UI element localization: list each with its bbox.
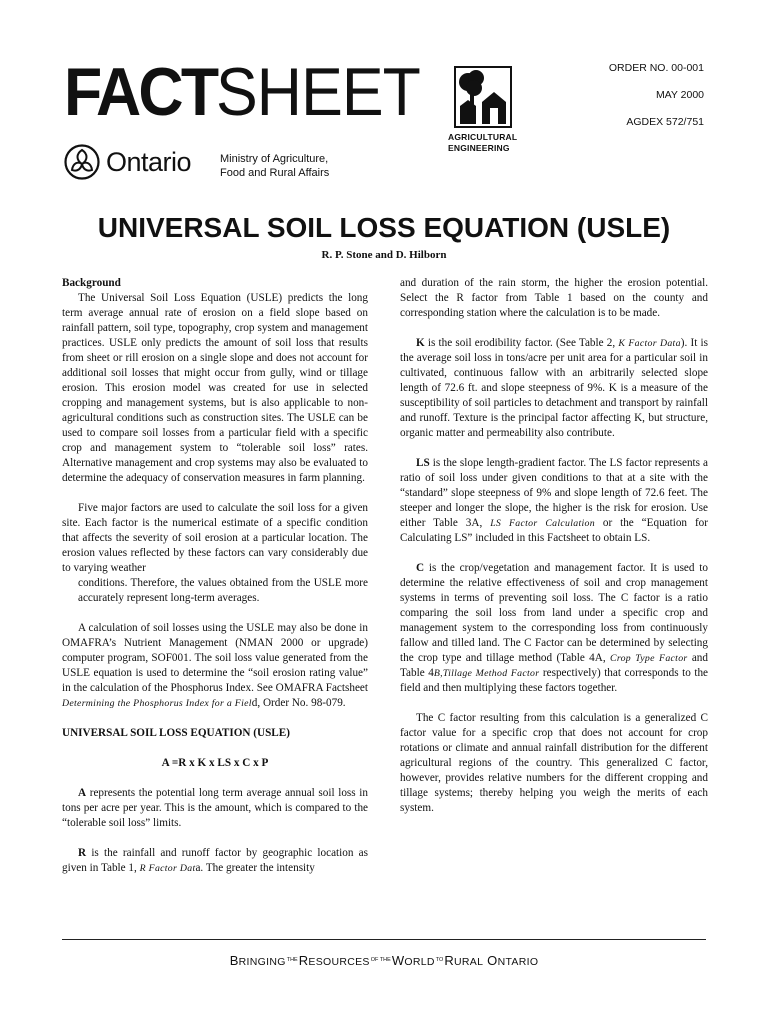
slogan-esources: ESOURCES — [308, 956, 370, 968]
five-factors-continued: conditions. Therefore, the values obtained from the USLE more accurately represent long-term averages. — [78, 577, 368, 604]
k-text: is the soil erodibility factor. (See Table 2, — [424, 337, 619, 349]
ls-text: is the slope length-gradient factor. The LS factor represents a ratio of soil loss under given conditions to that at a site with the “standard” slope steepness of 9% and slope length of 72.6 feet. The steeper and longer the slope, the higher is the risk for erosion. Use either Table 3A, — [400, 457, 708, 529]
phosphorus-index-reference: Determining the Phosphorus Index for a Fiel — [62, 698, 252, 709]
slogan-of-the: OF THE — [370, 957, 391, 963]
r-text-end: a. The greater the intensity — [195, 862, 315, 874]
footer-slogan — [0, 950, 768, 972]
usle-heading: UNIVERSAL SOIL LOSS EQUATION (USLE) — [62, 727, 290, 739]
background-paragraph: The Universal Soil Loss Equation (USLE) predicts the long term average annual rate of erosion on a field slope based on rainfall pattern, soil type, topography, crop system and management practices. USLE only predicts the amount of soil loss that results from sheet or rill erosion on a single slope and does not account for additional soil losses that might occur from gully, wind or tillage erosion. This erosion model was created for use in selected cropping and management systems, but is also applicable to non-agricultural conditions such as construction sites. The USLE can be used to compare soil losses from a particular field with a specific crop and management system to “tolerable soil loss” rates. Alternative management and crop systems may also be evaluated to determine the adequacy of conservation measures in farm planning. — [62, 292, 368, 484]
crop-type-factor-reference: Crop Type Factor — [609, 653, 688, 664]
r-factor-data-reference: R Factor Dat — [139, 863, 196, 874]
five-factors-paragraph: Five major factors are used to calculate the soil loss for a given site. Each factor is the numerical estimate of a specific condition that affects the severity of soil erosion at a particular location. The erosion values reflected by these factors can vary considerably due to varying weather — [62, 502, 368, 574]
slogan-w: W — [391, 953, 405, 968]
logo-caption-line1: AGRICULTURAL — [448, 132, 518, 142]
order-info — [564, 61, 704, 142]
tree-barn-icon — [454, 66, 512, 128]
slogan-b: B — [229, 953, 239, 968]
omafra-text: A calculation of soil losses using the USLE may also be done in OMAFRA’s Nutrient Management (NMAN 2000 or upgrade) computer program, SOF001. The soil loss value generated from the USLE equation is used to determine the “soil erosion rating value” in the calculation of the Phosphorus Index. See OMAFRA Factsheet — [62, 622, 368, 694]
slogan-r: R — [298, 953, 309, 968]
agdex-number: AGDEX 572/751 — [626, 116, 704, 128]
ls-factor-paragraph — [400, 456, 708, 546]
a-text: represents the potential long term average annual soil loss in tons per acre per year. This is the amount, which is compared to the “tolerable soil loss” limits. — [62, 787, 368, 829]
generalized-c-paragraph: The C factor resulting from this calculation is a generalized C factor value for a specific crop that does not account for crop rotations or climate and annual rainfall distribution for the different agricultural regions of the country. This generalized C factor, however, provides relative numbers for the different cropping and tillage systems; thereby helping you weigh the merits of each system. — [400, 712, 708, 814]
logo-caption-line2: ENGINEERING — [448, 143, 510, 153]
masthead — [64, 56, 704, 186]
c-text-end: respectively) that corresponds to the field and then multiplying these factors together. — [400, 667, 709, 694]
k-factor-paragraph — [400, 336, 708, 441]
ministry-line2: Food and Rural Affairs — [220, 167, 330, 179]
usle-equation: A =R x K x LS x C x P — [161, 757, 269, 769]
order-number: ORDER NO. 00-001 — [608, 62, 704, 74]
wordmark-fact: FACT — [64, 54, 217, 130]
slogan-ringing: RINGING — [238, 956, 286, 968]
k-factor-data-reference: K Factor Data — [618, 338, 681, 349]
r-letter: R — [78, 847, 87, 859]
c-letter: C — [416, 562, 425, 574]
agricultural-engineering-logo — [448, 66, 518, 156]
ls-letter: LS — [416, 457, 430, 469]
c-factor-paragraph — [400, 561, 708, 696]
publication-date: MAY 2000 — [655, 89, 704, 101]
trillium-icon — [64, 144, 100, 180]
wordmark-sheet: SHEET — [215, 54, 420, 130]
document-title: UNIVERSAL SOIL LOSS EQUATION (USLE) — [97, 212, 671, 243]
c-text: is the crop/vegetation and management factor. It is used to determine the relative effectiveness of soil and crop management systems in terms of preventing soil loss. The C factor is a ratio comparing the soil loss from land under a specific crop and management system to the corresponding loss from continuously fallow and tilled land. The C Factor can be determined by selecting the crop type and tillage method (Table 4A, — [400, 562, 708, 664]
authors: R. P. Stone and D. Hilborn — [321, 249, 447, 261]
slogan-o: O — [487, 953, 498, 968]
tillage-method-factor-reference: B,Tillage Method Factor — [433, 668, 540, 679]
footer-rule — [62, 939, 706, 940]
slogan-ntario: NTARIO — [497, 956, 539, 968]
k-text-continued: ). It is the average soil loss in tons/acre per unit area for a particular soil in cultivated, continuous fallow with an arbitrarily selected slope length of 72.6 ft. and slope steepness of 9%. K is a measure of the susceptibility of soil particles to detachment and transport by rainfall and runoff. Texture is the principal factor affecting K, but structure, organic matter and permeability also contribute. — [400, 337, 708, 439]
background-heading: Background — [62, 277, 121, 289]
ontario-wordmark: Ontario — [106, 147, 192, 177]
ls-text-continued: or the “Equation for Calculating LS” included in this Factsheet to obtain LS. — [400, 517, 708, 544]
r-text: is the rainfall and runoff factor by geographic location as given in Table 1, — [62, 847, 368, 874]
omafra-order: d, Order No. 98-079. — [251, 697, 346, 709]
slogan-orld: ORLD — [404, 956, 435, 968]
slogan-r2: R — [444, 953, 455, 968]
left-column — [62, 276, 368, 876]
factsheet-wordmark — [64, 56, 437, 128]
a-letter: A — [78, 787, 87, 799]
ls-factor-calculation-reference: LS Factor Calculation — [490, 518, 595, 529]
logo-caption — [448, 132, 528, 154]
c-text-mid: and Table 4 — [400, 652, 708, 679]
ministry-name — [220, 152, 420, 180]
k-letter: K — [416, 337, 425, 349]
r-factor-continued: and duration of the rain storm, the higher the erosion potential. Select the R factor from Table 1 based on the county and corresponding station where the calculation is to be made. — [400, 277, 708, 319]
slogan-the: THE — [286, 957, 298, 963]
r-factor-paragraph — [62, 846, 368, 876]
ministry-line1: Ministry of Agriculture, — [220, 153, 329, 165]
a-factor-paragraph — [62, 786, 368, 831]
slogan-ural: URAL — [454, 956, 484, 968]
ontario-logo — [64, 144, 364, 184]
right-column — [400, 276, 708, 816]
omafra-paragraph — [62, 621, 368, 711]
slogan-to: TO — [435, 957, 444, 963]
